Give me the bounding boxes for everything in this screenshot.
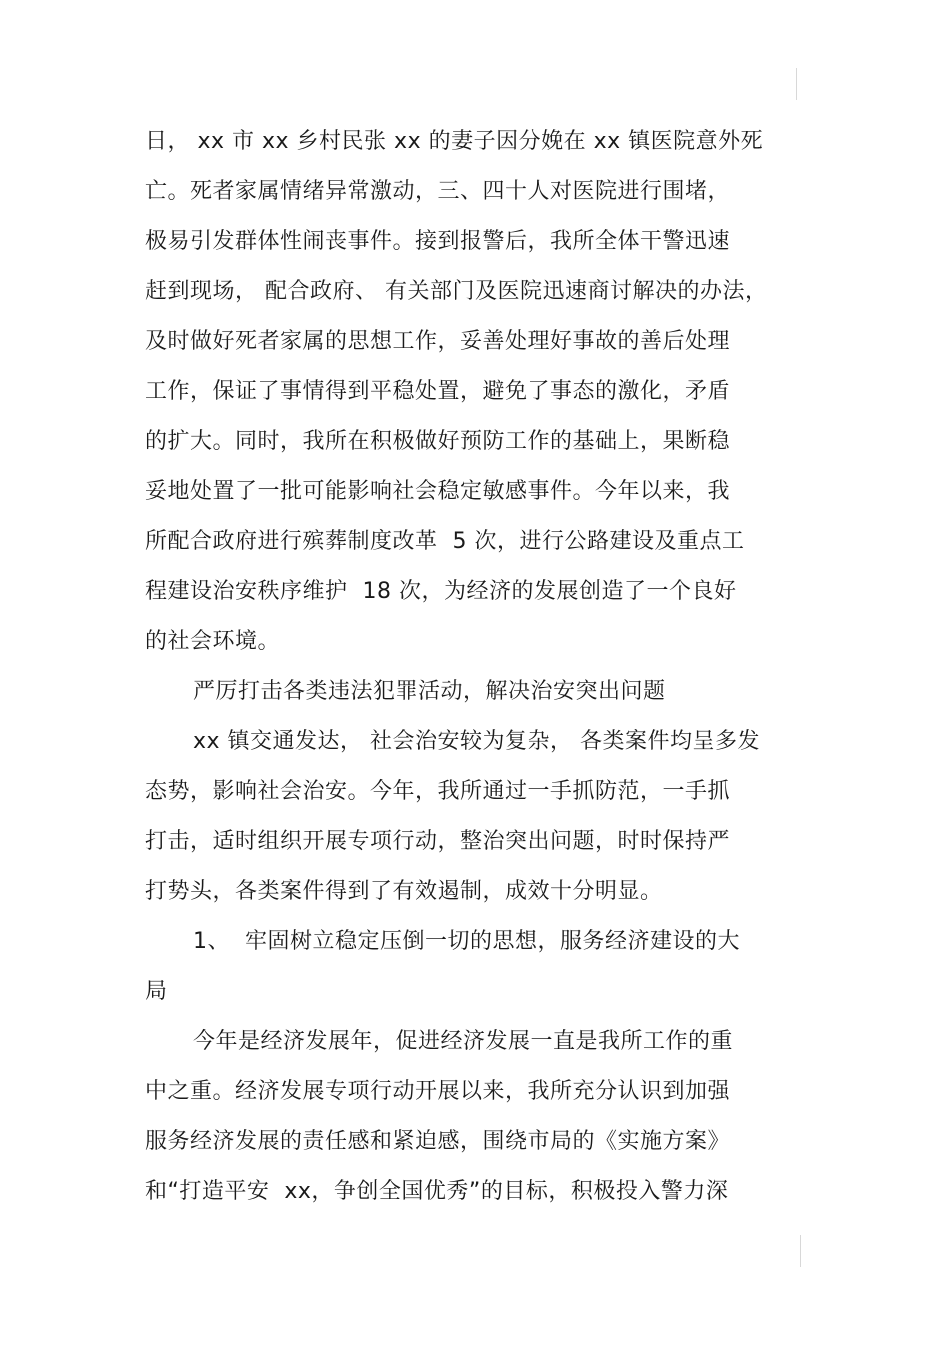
body-text-line: 和“打造平安 xx，争创全国优秀”的目标，积极投入警力深 xyxy=(145,1179,729,1204)
body-text-line: 今年是经济发展年，促进经济发展一直是我所工作的重 xyxy=(193,1029,734,1054)
body-text-line: 亡。死者家属情绪异常激动，三、四十人对医院进行围堵， xyxy=(145,179,731,204)
body-text-line: 赶到现场， 配合政府、 有关部门及医院迅速商讨解决的办法， xyxy=(145,279,768,304)
body-text-line: 及时做好死者家属的思想工作，妥善处理好事故的善后处理 xyxy=(145,329,731,354)
body-text-line: 日， xx 市 xx 乡村民张 xx 的妻子因分娩在 xx 镇医院意外死 xyxy=(145,129,764,154)
body-text-line: 服务经济发展的责任感和紧迫感，围绕市局的《实施方案》 xyxy=(145,1129,731,1154)
body-text-line: 工作，保证了事情得到平稳处置，避免了事态的激化，矛盾 xyxy=(145,379,731,404)
body-text-line: 妥地处置了一批可能影响社会稳定敏感事件。今年以来，我 xyxy=(145,479,731,504)
body-text-line: 极易引发群体性闹丧事件。接到报警后，我所全体干警迅速 xyxy=(145,229,731,254)
body-text-line: 态势，影响社会治安。今年，我所通过一手抓防范，一手抓 xyxy=(145,779,731,804)
body-text-line: 所配合政府进行殡葬制度改革 5 次，进行公路建设及重点工 xyxy=(145,529,745,554)
body-text-line: 打击，适时组织开展专项行动，整治突出问题，时时保持严 xyxy=(145,829,731,854)
body-text-line: 的扩大。同时，我所在积极做好预防工作的基础上，果断稳 xyxy=(145,429,731,454)
page-edge-mark-bottom xyxy=(800,1235,801,1267)
numbered-heading-continuation: 局 xyxy=(145,979,168,1004)
body-text-line: xx 镇交通发达， 社会治安较为复杂， 各类案件均呈多发 xyxy=(193,729,761,754)
body-text-line: 打势头，各类案件得到了有效遏制，成效十分明显。 xyxy=(145,879,663,904)
numbered-heading: 1、 牢固树立稳定压倒一切的思想，服务经济建设的大 xyxy=(193,929,740,954)
body-text-line: 程建设治安秩序维护 18 次，为经济的发展创造了一个良好 xyxy=(145,579,737,604)
page-edge-mark-top xyxy=(796,68,797,100)
body-text-line: 中之重。经济发展专项行动开展以来，我所充分认识到加强 xyxy=(145,1079,731,1104)
body-text-line: 的社会环境。 xyxy=(145,629,281,654)
section-heading: 严厉打击各类违法犯罪活动，解决治安突出问题 xyxy=(193,679,666,704)
